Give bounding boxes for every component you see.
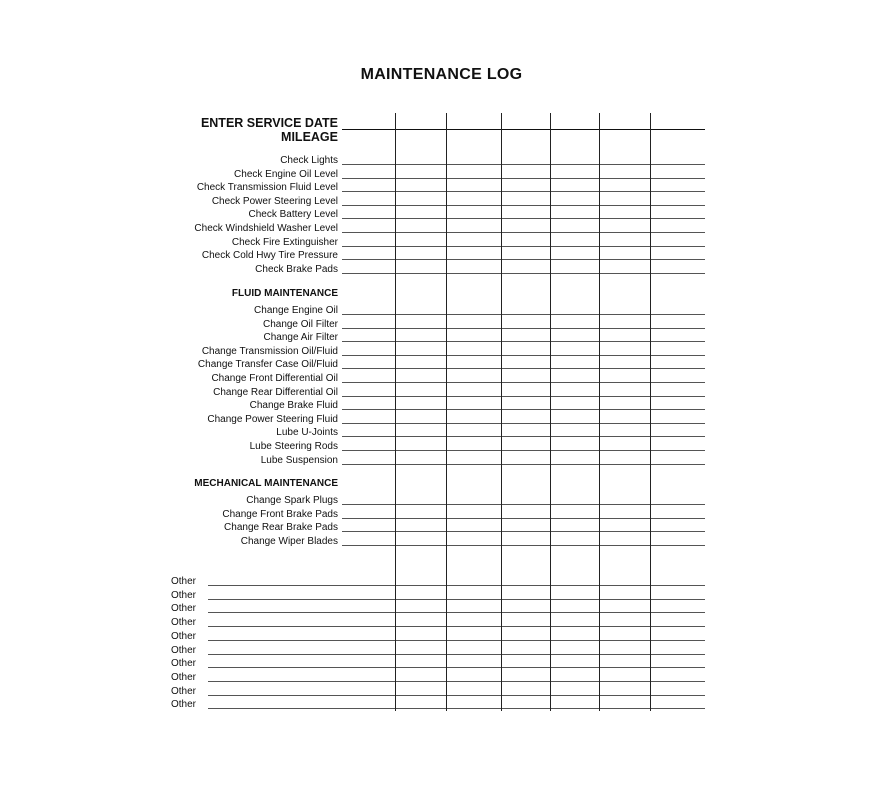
- log-row-label: Check Lights: [280, 155, 338, 166]
- other-row-label: Other: [171, 576, 197, 587]
- log-row-label: Change Front Differential Oil: [211, 373, 338, 384]
- other-row-label: Other: [171, 658, 197, 670]
- log-row-label: Check Battery Level: [248, 209, 338, 221]
- write-in-line[interactable]: [208, 681, 705, 682]
- mileage-label: MILEAGE: [281, 130, 338, 144]
- log-row-label: Change Engine Oil: [254, 305, 338, 316]
- write-in-line[interactable]: [208, 585, 705, 586]
- other-row-label: Other: [171, 699, 197, 711]
- service-column-divider: [501, 113, 502, 711]
- service-column-divider: [446, 113, 447, 711]
- log-row-label: Check Transmission Fluid Level: [196, 182, 338, 194]
- log-row-label: Lube U-Joints: [276, 427, 338, 439]
- log-row-label: Change Front Brake Pads: [222, 508, 338, 520]
- log-row-label: Change Wiper Blades: [240, 535, 338, 547]
- log-row-label: Change Brake Fluid: [249, 400, 338, 412]
- write-in-line[interactable]: [208, 708, 705, 709]
- write-in-line[interactable]: [208, 640, 705, 641]
- service-column-divider: [650, 113, 651, 711]
- log-row-label: Lube Suspension: [260, 454, 338, 466]
- page-title: MAINTENANCE LOG: [360, 66, 523, 83]
- write-in-line[interactable]: [208, 695, 705, 696]
- other-row-label: Other: [171, 685, 197, 697]
- log-row-label: Check Power Steering Level: [211, 195, 338, 207]
- write-in-line[interactable]: [208, 612, 705, 613]
- log-row-label: Change Rear Brake Pads: [224, 522, 338, 534]
- write-in-line[interactable]: [208, 667, 705, 668]
- write-in-line[interactable]: [208, 626, 705, 627]
- other-row-label: Other: [171, 644, 197, 656]
- log-row-label: Check Brake Pads: [255, 263, 338, 275]
- fluid-maintenance-heading: FLUID MAINTENANCE: [231, 288, 338, 299]
- log-row-label: Change Spark Plugs: [246, 495, 338, 506]
- other-row-label: Other: [171, 589, 197, 601]
- other-row-label: Other: [171, 630, 197, 642]
- mechanical-maintenance-heading: MECHANICAL MAINTENANCE: [194, 478, 338, 489]
- log-row-label: Change Power Steering Fluid: [207, 413, 338, 425]
- service-column-divider: [550, 113, 551, 711]
- write-in-line[interactable]: [208, 654, 705, 655]
- log-row-label: Change Air Filter: [263, 332, 338, 344]
- log-row-label: Change Transfer Case Oil/Fluid: [197, 359, 338, 371]
- log-row-label: Check Fire Extinguisher: [231, 236, 338, 248]
- service-column-divider: [395, 113, 396, 711]
- other-row-label: Other: [171, 603, 197, 615]
- log-row-label: Lube Steering Rods: [249, 441, 338, 452]
- log-row-label: Change Transmission Oil/Fluid: [201, 345, 338, 357]
- service-date-label: ENTER SERVICE DATE: [200, 116, 338, 130]
- service-column-divider: [599, 113, 600, 711]
- log-row-label: Change Oil Filter: [262, 318, 338, 330]
- log-row-label: Check Cold Hwy Tire Pressure: [201, 250, 338, 262]
- log-row-label: Change Rear Differential Oil: [213, 386, 338, 398]
- log-row-label: Check Windshield Washer Level: [194, 223, 338, 234]
- other-row-label: Other: [171, 671, 197, 683]
- other-row-label: Other: [171, 617, 197, 629]
- write-in-line[interactable]: [208, 599, 705, 600]
- log-row-label: Check Engine Oil Level: [234, 168, 338, 180]
